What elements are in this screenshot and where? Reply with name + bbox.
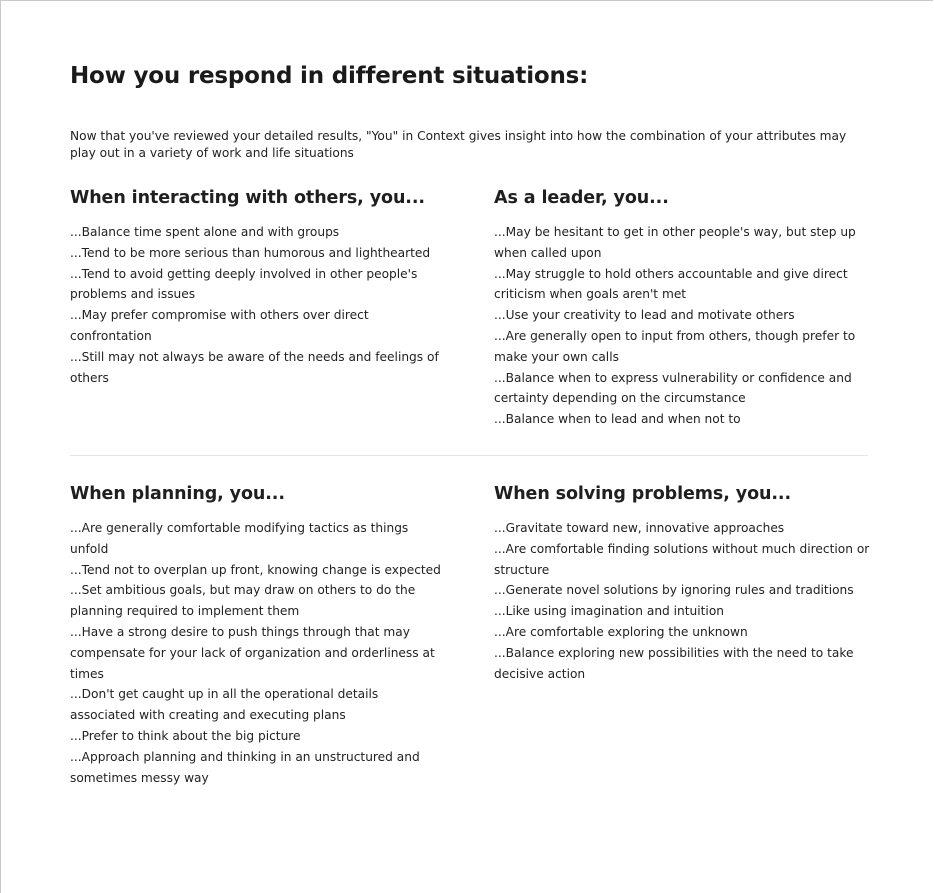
list-item: ...Generate novel solutions by ignoring rules and traditions [494, 583, 854, 598]
list-item: ...Balance when to express vulnerability or confidence and certainty depending on the circumstance [494, 370, 852, 406]
list-item: ...May be hesitant to get in other people's way, but step up when called upon [494, 225, 856, 260]
list-item: ...Tend to avoid getting deeply involved in other people's problems and issues [70, 266, 418, 302]
list-item: ...May prefer compromise with others over direct confrontation [70, 308, 369, 343]
trait-list [70, 518, 442, 788]
intro-paragraph: Now that you've reviewed your detailed results, "You" in Context gives insight into how the combination of your attributes may play out in a variety of work and life situations [70, 129, 847, 160]
list-item: ...Are generally open to input from others, though prefer to make your own calls [494, 328, 856, 364]
list-item: ...Balance exploring new possibilities with the need to take decisive action [494, 645, 854, 681]
list-item: ...Prefer to think about the big picture [70, 728, 301, 743]
section-heading: When planning, you... [70, 484, 285, 504]
list-item: ...Like using imagination and intuition [494, 604, 724, 619]
section-interacting-with-others [70, 188, 442, 388]
list-item: ...Tend to be more serious than humorous and lighthearted [70, 245, 431, 260]
section-when-planning [70, 484, 442, 788]
trait-list [494, 518, 872, 684]
list-item: ...Set ambitious goals, but may draw on others to do the planning required to implement them [70, 583, 416, 619]
list-item: ...Don't get caught up in all the operational details associated with creating and executing plans [70, 687, 379, 723]
list-item: ...Still may not always be aware of the needs and feelings of others [70, 349, 439, 385]
list-item: ...Are generally comfortable modifying tactics as things unfold [70, 521, 409, 556]
list-item: ...Tend not to overplan up front, knowing change is expected [70, 562, 441, 577]
trait-list [494, 222, 872, 430]
list-item: ...Gravitate toward new, innovative approaches [494, 521, 785, 535]
list-item: ...Balance when to lead and when not to [494, 412, 741, 427]
list-item: ...Have a strong desire to push things through that may compensate for your lack of organization and orderliness at times [70, 624, 435, 681]
section-solving-problems [494, 484, 872, 684]
list-item: ...Use your creativity to lead and motivate others [494, 308, 795, 323]
section-heading: As a leader, you... [494, 188, 669, 208]
trait-list [70, 222, 442, 388]
page-title: How you respond in different situations: [70, 63, 589, 89]
list-item: ...May struggle to hold others accountable and give direct criticism when goals aren't met [494, 266, 848, 302]
list-item: ...Are comfortable exploring the unknown [494, 624, 748, 639]
list-item: ...Balance time spent alone and with groups [70, 225, 340, 239]
section-heading: When interacting with others, you... [70, 188, 425, 208]
section-as-a-leader [494, 188, 872, 430]
section-divider [70, 455, 868, 456]
section-heading: When solving problems, you... [494, 484, 792, 504]
list-item: ...Are comfortable finding solutions without much direction or structure [494, 541, 870, 577]
list-item: ...Approach planning and thinking in an unstructured and sometimes messy way [70, 749, 420, 785]
